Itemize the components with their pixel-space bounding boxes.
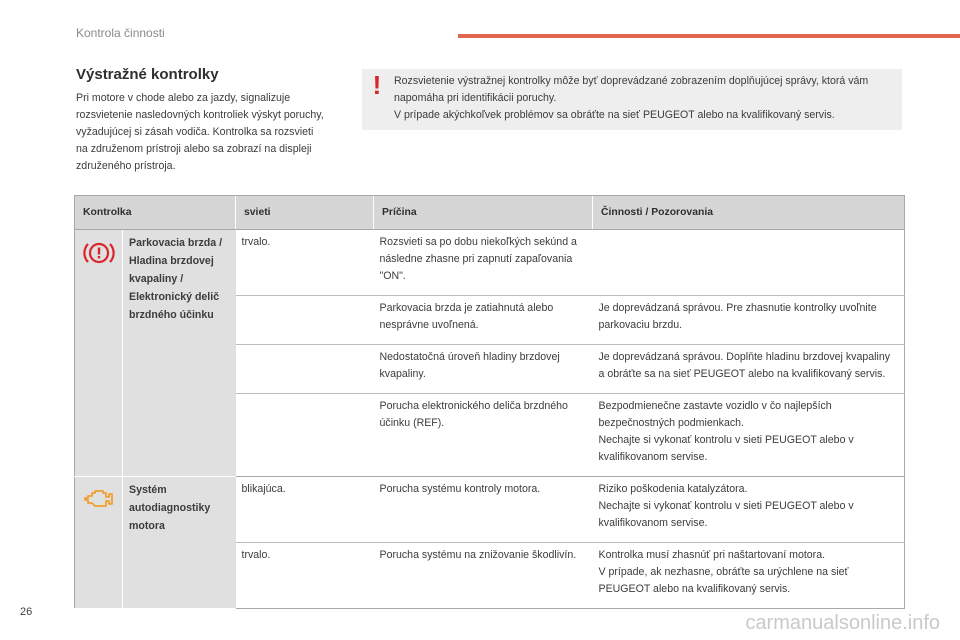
action-cell: [593, 230, 905, 296]
action-cell: [593, 394, 905, 477]
header-pricina: Príčina: [374, 196, 593, 230]
svieti-cell: trvalo.: [236, 230, 374, 296]
svieti-cell: [236, 345, 374, 394]
action-cell: [593, 477, 905, 543]
brake-name-cell: Parkovacia brzda / Hladina brzdovej kvapaliny / Elektronický delič brzdného účinku: [123, 230, 236, 477]
warning-lights-table: [74, 195, 905, 609]
cause-cell: Porucha systému kontroly motora.: [374, 477, 593, 543]
page-title: Výstražné kontrolky: [76, 66, 219, 83]
header-kontrolka: Kontrolka: [75, 196, 236, 230]
note-text: [394, 73, 899, 124]
svieti-cell: trvalo.: [236, 543, 374, 609]
svieti-cell: [236, 296, 374, 345]
note-line-2: V prípade akýchkoľvek problémov sa obráťte na sieť PEUGEOT alebo na kvalifikovaný servis.: [394, 109, 835, 121]
cause-cell: Nedostatočná úroveň hladiny brzdovej kvapaliny.: [374, 345, 593, 394]
cause-cell: Rozsvieti sa po dobu niekoľkých sekúnd a následne zhasne pri zapnutí zapaľovania "ON".: [374, 230, 593, 296]
svieti-cell: blikajúca.: [236, 477, 374, 543]
header-cinnosti: Činnosti / Pozorovania: [593, 196, 905, 230]
brake-icon-cell: [75, 230, 123, 477]
page-number: 26: [20, 606, 33, 618]
note-line-1: Rozsvietenie výstražnej kontrolky môže byť doprevádzané zobrazením doplňujúcej správy, ktorá vám napomáha pri identifikácii poruchy.: [394, 75, 869, 104]
action-line: Nechajte si vykonať kontrolu v sieti PEUGEOT alebo v kvalifikovanom servise.: [598, 500, 854, 529]
action-line: V prípade, ak nezhasne, obráťte sa urýchlene na sieť PEUGEOT alebo na kvalifikovaný servis.: [598, 566, 849, 595]
header-accent-bar: [458, 34, 960, 38]
brake-warning-icon: [82, 240, 116, 266]
cause-cell: Porucha elektronického deliča brzdného účinku (REF).: [374, 394, 593, 477]
action-cell: Je doprevádzaná správou. Doplňte hladinu brzdovej kvapaliny a obráťte sa na sieť PEUGEOT alebo na kvalifikovaný servis.: [593, 345, 905, 394]
action-line: Kontrolka musí zhasnúť pri naštartovaní motora.: [598, 549, 826, 561]
exclamation-icon: !: [372, 70, 382, 100]
section-header: Kontrola činnosti: [76, 26, 165, 40]
engine-diagnostic-icon: [83, 487, 115, 511]
engine-name-cell: Systém autodiagnostiky motora: [123, 477, 236, 609]
cause-cell: Porucha systému na znižovanie škodlivín.: [374, 543, 593, 609]
intro-paragraph: Pri motore v chode alebo za jazdy, signalizuje rozsvietenie nasledovných kontroliek výskyt poruchy, vyžadujúcej si zásah vodiča. Kontrolka sa rozsvieti na združenom prístroji alebo sa zobrazí na displeji združeného prístroja.: [76, 92, 324, 172]
table-row: [75, 230, 905, 296]
action-cell: Je doprevádzaná správou. Pre zhasnutie kontrolky uvoľnite parkovaciu brzdu.: [593, 296, 905, 345]
action-line: Riziko poškodenia katalyzátora.: [598, 483, 748, 495]
svieti-cell: [236, 394, 374, 477]
table-header-row: [75, 196, 905, 230]
action-cell: [593, 543, 905, 609]
action-line: Nechajte si vykonať kontrolu v sieti PEUGEOT alebo v kvalifikovanom servise.: [598, 434, 854, 463]
table-row: [75, 477, 905, 543]
cause-cell: Parkovacia brzda je zatiahnutá alebo nesprávne uvoľnená.: [374, 296, 593, 345]
action-line: Bezpodmienečne zastavte vozidlo v čo najlepších bezpečnostných podmienkach.: [598, 400, 832, 429]
header-svieti: svieti: [236, 196, 374, 230]
engine-icon-cell: [75, 477, 123, 609]
watermark: carmanualsonline.info: [745, 612, 940, 634]
